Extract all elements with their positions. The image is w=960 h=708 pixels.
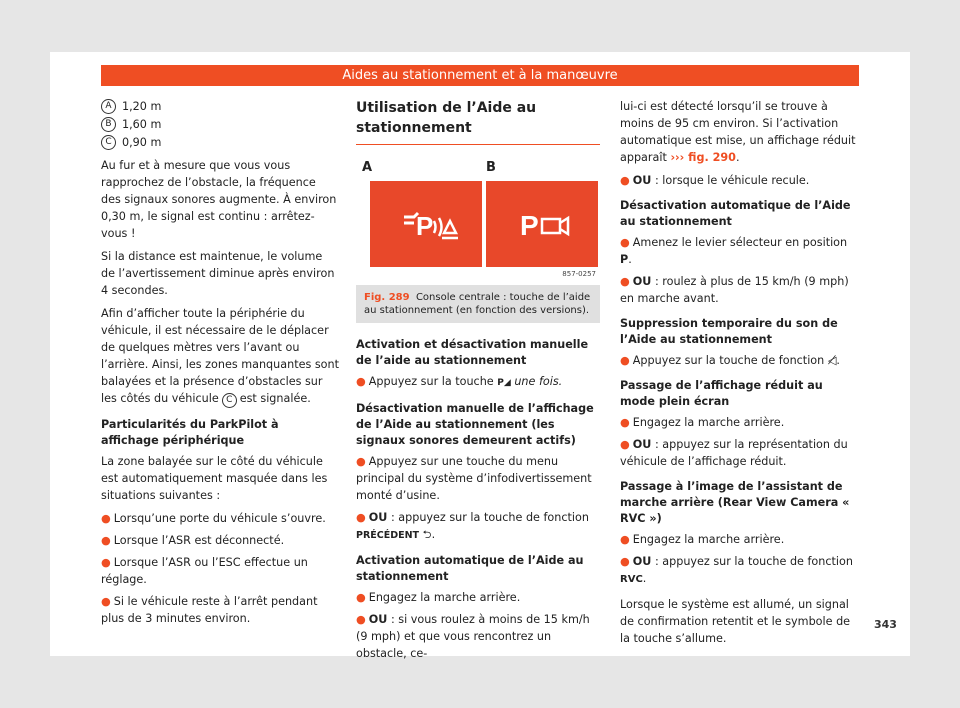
subheading: Particularités du ParkPilot à affichage périphérique [101, 418, 279, 447]
subheading: Activation automatique de l’Aide au stationnement [356, 554, 584, 583]
figure-number: Fig. 289 [364, 292, 410, 303]
bullet-icon: ● [101, 595, 111, 608]
paragraph: Au fur et à mesure que vous vous rapprochez de l’obstacle, la fréquence des signaux sonores augmente. À environ 0,30 m, le signal est continu : arrêtez-vous ! [101, 159, 337, 240]
list-item: ● Lorsque l’ASR est déconnecté. [101, 534, 285, 547]
key-label: PRÉCÉDENT [356, 530, 420, 541]
svg-text:P: P [416, 211, 434, 241]
column-middle [356, 98, 600, 667]
key-label: RVC [620, 574, 643, 585]
section-title: Utilisation de l’Aide au stationnement [356, 98, 600, 145]
paragraph: La zone balayée sur le côté du véhicule est automatiquement masquée dans les situations suivantes : [101, 455, 328, 502]
subheading: Passage de l’affichage réduit au mode plein écran [620, 379, 823, 408]
subheading: Désactivation manuelle de l’affichage de l’Aide au stationnement (les signaux sonores demeurent actifs) [356, 402, 594, 447]
legend-row-c [101, 134, 339, 151]
list-item: ● Engagez la marche arrière. [620, 416, 785, 429]
paragraph: Lorsque le système est allumé, un signal de confirmation retentit et le symbole de la touche s’allume. [620, 598, 851, 645]
bullet-icon: ● [620, 533, 630, 546]
bullet-icon: ● [101, 534, 111, 547]
bullet-icon: ● [356, 591, 366, 604]
bullet-icon: ● [356, 455, 366, 468]
subheading: Activation et désactivation manuelle de l’aide au stationnement [356, 338, 589, 367]
paragraph: Afin d’afficher toute la périphérie du véhicule, il est nécessaire de le déplacer de quelques mètres vers l’avant ou l’arrière. Ainsi, les zones manquantes sont balayées et la présence d’obstacles sur les côtés du véhicule C est signalée. [101, 305, 339, 408]
bullet-icon: ● [101, 512, 111, 525]
list-item: ● Engagez la marche arrière. [356, 591, 521, 604]
bullet-icon: ● [620, 555, 630, 568]
figure-reference-code: 857-0257 [562, 270, 596, 278]
park-sensor-inline-icon: P◢ [497, 378, 511, 388]
rear-camera-button-panel [486, 181, 598, 267]
bullet-icon: ● [356, 375, 366, 388]
list-item: ● OU : appuyez sur la représentation du véhicule de l’affichage réduit. [620, 438, 848, 468]
list-item: ● OU : appuyez sur la touche de fonction RVC. [620, 555, 853, 585]
column-right [620, 98, 860, 653]
list-item: ● Lorsque l’ASR ou l’ESC effectue un réglage. [101, 556, 308, 586]
mute-icon: ◁̸ [827, 354, 837, 367]
list-item: ● Si le véhicule reste à l’arrêt pendant plus de 3 minutes environ. [101, 595, 318, 625]
callout-c-icon: C [101, 135, 116, 150]
paragraph: Si la distance est maintenue, le volume de l’avertissement diminue après environ 4 secondes. [101, 250, 335, 297]
bullet-icon: ● [620, 416, 630, 429]
legend-row-b [101, 116, 339, 133]
column-left [101, 98, 339, 632]
subheading: Passage à l’image de l’assistant de marche arrière (Rear View Camera « RVC ») [620, 480, 850, 525]
legend-value: 1,20 m [122, 100, 162, 113]
key-label: P [620, 253, 629, 266]
page-number: 343 [874, 618, 897, 631]
callout-b-icon: B [101, 117, 116, 132]
figure-label-b: B [486, 160, 496, 175]
svg-text:P: P [520, 210, 539, 241]
figure-289 [356, 155, 600, 285]
callout-a-icon: A [101, 99, 116, 114]
park-camera-icon [486, 181, 598, 267]
list-item: ● Appuyez sur la touche de fonction ◁̸. [620, 354, 840, 367]
list-item: ● Engagez la marche arrière. [620, 533, 785, 546]
figure-caption: Fig. 289 Console centrale : touche de l’aide au stationnement (en fonction des versions). [356, 285, 600, 323]
figure-label-a: A [362, 160, 373, 175]
list-item: ● OU : lorsque le véhicule recule. [620, 174, 810, 187]
bullet-icon: ● [356, 613, 366, 626]
list-item: ● Appuyez sur la touche P◢ une fois. [356, 375, 563, 388]
paragraph: lui-ci est détecté lorsqu’il se trouve à moins de 95 cm environ. Si l’activation automatique est mise, un affichage réduit apparaît ››› fig. 290. [620, 100, 856, 164]
subheading: Suppression temporaire du son de l’Aide au stationnement [620, 317, 838, 346]
legend-value: 1,60 m [122, 118, 162, 131]
figure-reference: ››› fig. 290 [670, 151, 736, 164]
park-assist-sensor-icon [370, 181, 482, 267]
legend-value: 0,90 m [122, 136, 162, 149]
list-item: ● OU : appuyez sur la touche de fonction PRÉCÉDENT ⮌. [356, 511, 589, 541]
bullet-icon: ● [620, 438, 630, 451]
list-item: ● Lorsqu’une porte du véhicule s’ouvre. [101, 512, 326, 525]
legend-row-a [101, 98, 339, 115]
subheading: Désactivation automatique de l’Aide au stationnement [620, 199, 851, 228]
parking-sensor-button-panel [370, 181, 482, 267]
callout-c-icon: C [222, 393, 237, 408]
list-item: ● OU : si vous roulez à moins de 15 km/h (9 mph) et que vous rencontrez un obstacle, ce- [356, 613, 590, 660]
bullet-icon: ● [620, 174, 630, 187]
back-arrow-icon: ⮌ [422, 528, 432, 541]
bullet-icon: ● [620, 236, 630, 249]
chapter-banner: Aides au stationnement et à la manœuvre [101, 65, 859, 86]
list-item: ● Appuyez sur une touche du menu principal du système d’infodivertissement monté d’usine. [356, 455, 592, 502]
list-item: ● Amenez le levier sélecteur en position P. [620, 236, 848, 266]
list-item: ● OU : roulez à plus de 15 km/h (9 mph) en marche avant. [620, 275, 849, 305]
bullet-icon: ● [620, 354, 630, 367]
bullet-icon: ● [101, 556, 111, 569]
bullet-icon: ● [356, 511, 366, 524]
bullet-icon: ● [620, 275, 630, 288]
